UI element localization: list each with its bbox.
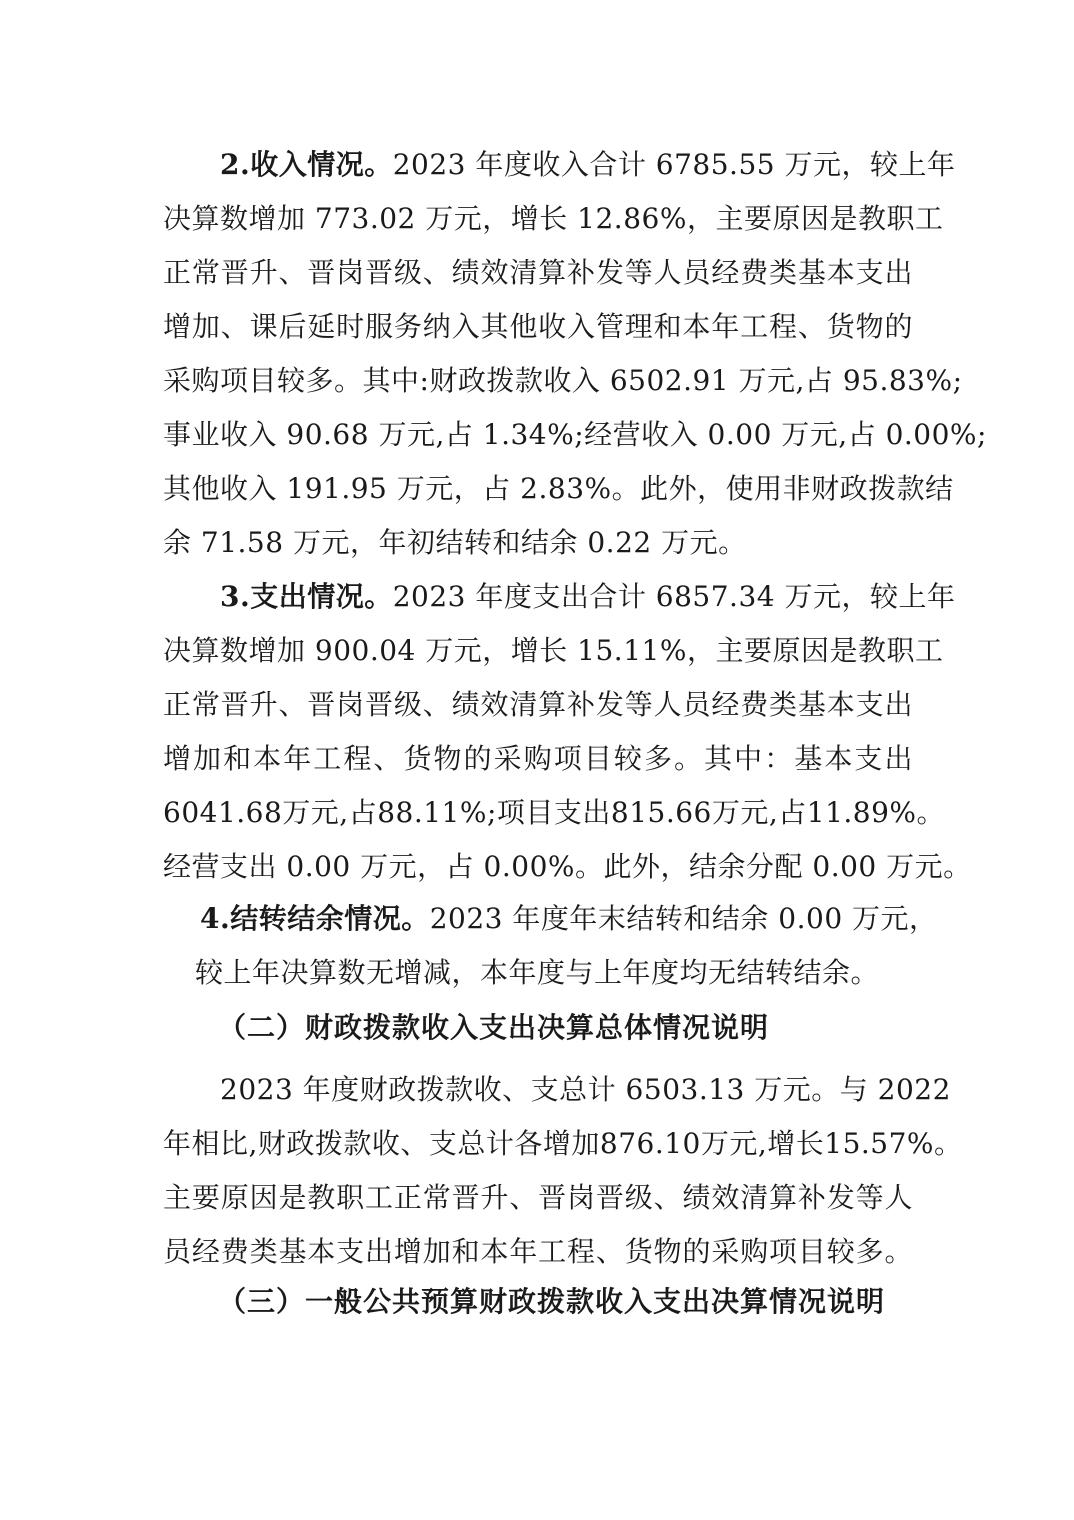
carryover-paragraph-line-2: 较上年决算数无增减，本年度与上年度均无结转结余。: [195, 956, 880, 989]
expenditure-paragraph-line-2: 决算数增加 900.04 万元，增长 15.11%，主要原因是教职工: [163, 634, 944, 667]
fiscal-paragraph-line-2: 年相比,财政拨款收、支总计各增加876.10万元,增长15.57%。: [163, 1127, 963, 1160]
expenditure-paragraph-line-5: 6041.68万元,占88.11%;项目支出815.66万元,占11.89%。: [163, 796, 946, 829]
expenditure-text: 2023 年度支出合计 6857.34 万元，较上年: [392, 580, 956, 613]
fiscal-paragraph-line-4: 员经费类基本支出增加和本年工程、货物的采购项目较多。: [163, 1235, 913, 1268]
income-paragraph-line-3: 正常晋升、晋岗晋级、绩效清算补发等人员经费类基本支出: [163, 256, 913, 289]
income-paragraph-line-4: 增加、课后延时服务纳入其他收入管理和本年工程、货物的: [163, 310, 913, 343]
section-heading-2: （二）财政拨款收入支出决算总体情况说明: [218, 1011, 770, 1044]
income-heading: 2.收入情况。: [220, 148, 393, 181]
income-paragraph-line-1: [220, 145, 956, 185]
expenditure-paragraph-line-4: 增加和本年工程、货物的采购项目较多。其中：基本支出: [163, 742, 913, 775]
expenditure-paragraph-line-1: [220, 577, 956, 617]
carryover-heading: 4.结转结余情况。: [200, 902, 430, 935]
income-paragraph-line-5: 采购项目较多。其中:财政拨款收入 6502.91 万元,占 95.83%;: [163, 364, 963, 397]
expenditure-heading: 3.支出情况。: [220, 580, 393, 613]
carryover-paragraph-line-1: [200, 899, 938, 939]
section-heading-3: （三）一般公共预算财政拨款收入支出决算情况说明: [218, 1285, 886, 1318]
income-paragraph-line-2: 决算数增加 773.02 万元，增长 12.86%，主要原因是教职工: [163, 202, 944, 235]
income-paragraph-line-8: 余 71.58 万元，年初结转和结余 0.22 万元。: [163, 526, 747, 559]
carryover-text: 2023 年度年末结转和结余 0.00 万元，: [429, 902, 938, 935]
income-paragraph-line-7: 其他收入 191.95 万元，占 2.83%。此外，使用非财政拨款结: [163, 472, 954, 505]
fiscal-paragraph-line-3: 主要原因是教职工正常晋升、晋岗晋级、绩效清算补发等人: [163, 1181, 913, 1214]
expenditure-paragraph-line-6: 经营支出 0.00 万元，占 0.00%。此外，结余分配 0.00 万元。: [163, 850, 972, 883]
income-text: 2023 年度收入合计 6785.55 万元，较上年: [392, 148, 956, 181]
expenditure-paragraph-line-3: 正常晋升、晋岗晋级、绩效清算补发等人员经费类基本支出: [163, 688, 913, 721]
fiscal-paragraph-line-1: 2023 年度财政拨款收、支总计 6503.13 万元。与 2022: [220, 1073, 951, 1106]
income-paragraph-line-6: 事业收入 90.68 万元,占 1.34%;经营收入 0.00 万元,占 0.00%;: [163, 418, 987, 451]
